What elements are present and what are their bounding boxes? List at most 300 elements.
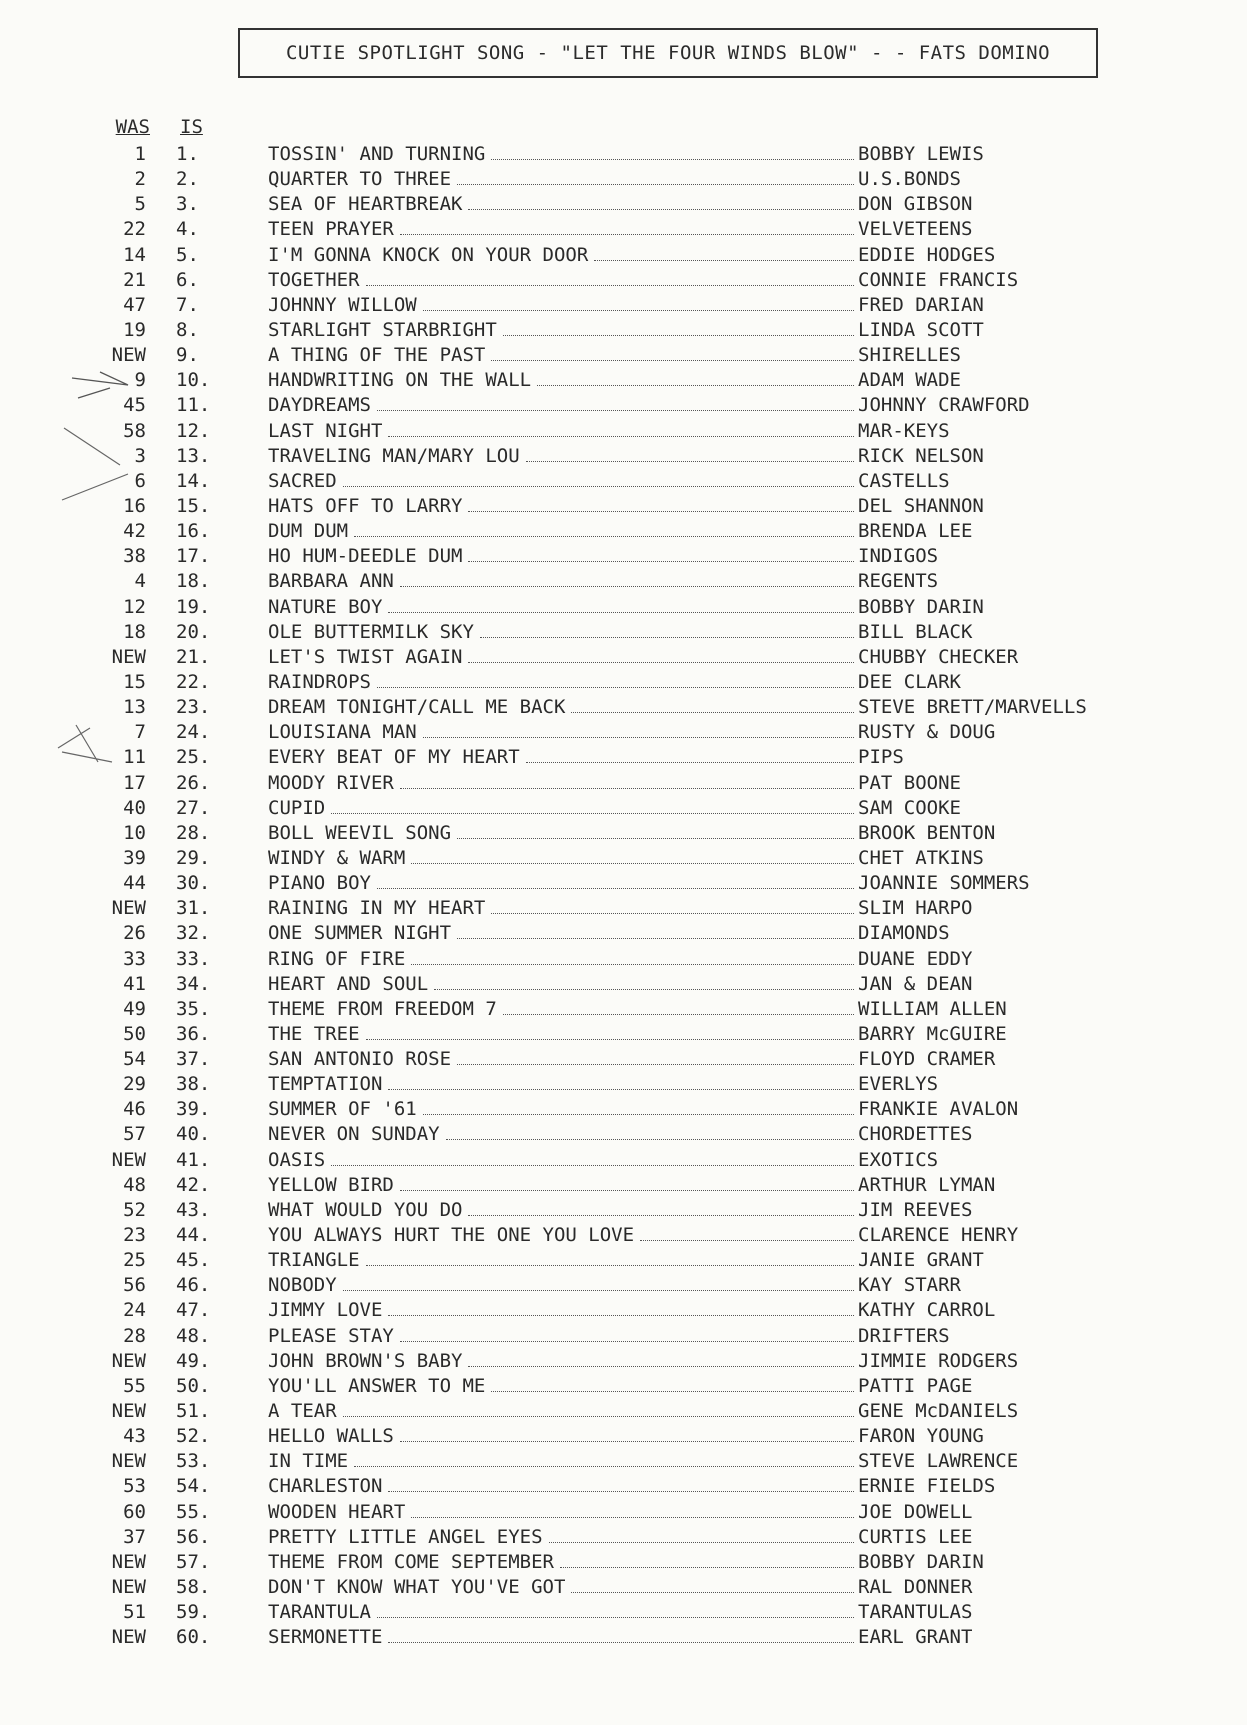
previous-rank: 58: [123, 419, 146, 442]
song-title: RAINING IN MY HEART: [268, 897, 486, 920]
song-row: [0, 1424, 1247, 1449]
previous-rank: 13: [123, 696, 146, 719]
dot-leader: [354, 522, 854, 537]
song-artist: CURTIS LEE: [858, 1525, 973, 1548]
song-artist: U.S.BONDS: [858, 168, 961, 191]
previous-rank: 50: [123, 1022, 146, 1045]
current-rank: 26.: [176, 771, 211, 794]
dot-leader: [400, 572, 854, 587]
current-rank: 56.: [176, 1525, 211, 1548]
previous-rank: 10: [123, 821, 146, 844]
song-artist: DON GIBSON: [858, 193, 973, 216]
song-row: [0, 771, 1247, 796]
song-artist: EVERLYS: [858, 1073, 939, 1096]
dot-leader: [411, 1503, 854, 1518]
dot-leader: [457, 824, 854, 839]
song-row: [0, 444, 1247, 469]
song-row: [0, 142, 1247, 167]
dot-leader: [480, 623, 854, 638]
song-artist: BOBBY DARIN: [858, 1550, 984, 1573]
current-rank: 29.: [176, 846, 211, 869]
previous-rank: 60: [123, 1500, 146, 1523]
song-title: TOGETHER: [268, 268, 360, 291]
song-title-cell: [268, 192, 856, 217]
song-title: RING OF FIRE: [268, 947, 406, 970]
song-row: [0, 796, 1247, 821]
song-row: [0, 1625, 1247, 1650]
song-title-cell: [268, 821, 856, 846]
song-artist: FLOYD CRAMER: [858, 1048, 996, 1071]
song-artist: PIPS: [858, 746, 904, 769]
current-rank: 2.: [176, 168, 199, 191]
dot-leader: [434, 975, 854, 990]
song-title: SUMMER OF '61: [268, 1098, 417, 1121]
current-rank: 37.: [176, 1048, 211, 1071]
song-title: YELLOW BIRD: [268, 1173, 394, 1196]
current-rank: 46.: [176, 1274, 211, 1297]
dot-leader: [571, 1578, 854, 1593]
song-row: [0, 670, 1247, 695]
song-title-cell: [268, 921, 856, 946]
song-title: WOODEN HEART: [268, 1500, 406, 1523]
song-title-cell: [268, 1500, 856, 1525]
song-row: [0, 1022, 1247, 1047]
dot-leader: [388, 1628, 854, 1643]
dot-leader: [423, 1100, 854, 1115]
current-rank: 34.: [176, 972, 211, 995]
current-rank: 50.: [176, 1374, 211, 1397]
song-title: CUPID: [268, 796, 326, 819]
current-rank: 27.: [176, 796, 211, 819]
song-artist: REGENTS: [858, 570, 939, 593]
current-rank: 7.: [176, 293, 199, 316]
song-title-cell: [268, 1198, 856, 1223]
song-artist: KATHY CARROL: [858, 1299, 996, 1322]
song-title-cell: [268, 393, 856, 418]
current-rank: 48.: [176, 1324, 211, 1347]
song-row: [0, 1097, 1247, 1122]
song-title: A TEAR: [268, 1400, 337, 1423]
dot-leader: [503, 1000, 854, 1015]
song-row: [0, 1248, 1247, 1273]
previous-rank: 17: [123, 771, 146, 794]
song-row: [0, 1324, 1247, 1349]
song-row: [0, 1399, 1247, 1424]
song-row: [0, 343, 1247, 368]
dot-leader: [400, 1327, 854, 1342]
song-row: [0, 1374, 1247, 1399]
previous-rank: 21: [123, 268, 146, 291]
song-row: [0, 846, 1247, 871]
dot-leader: [560, 1553, 854, 1568]
song-artist: RUSTY & DOUG: [858, 721, 996, 744]
dot-leader: [503, 321, 854, 336]
song-title: DREAM TONIGHT/CALL ME BACK: [268, 696, 566, 719]
song-title: WHAT WOULD YOU DO: [268, 1198, 463, 1221]
current-rank: 44.: [176, 1224, 211, 1247]
song-title: SEA OF HEARTBREAK: [268, 193, 463, 216]
song-artist: EARL GRANT: [858, 1626, 973, 1649]
previous-rank: 48: [123, 1173, 146, 1196]
song-title-cell: [268, 846, 856, 871]
song-artist: RAL DONNER: [858, 1576, 973, 1599]
song-artist: ARTHUR LYMAN: [858, 1173, 996, 1196]
dot-leader: [377, 1603, 854, 1618]
current-rank: 5.: [176, 243, 199, 266]
song-row: [0, 620, 1247, 645]
dot-leader: [366, 1025, 854, 1040]
current-rank: 1.: [176, 143, 199, 165]
dot-leader: [537, 371, 854, 386]
song-artist: RICK NELSON: [858, 444, 984, 467]
song-title: ONE SUMMER NIGHT: [268, 922, 452, 945]
song-title-cell: [268, 670, 856, 695]
current-rank: 10.: [176, 369, 211, 392]
song-title-cell: [268, 318, 856, 343]
previous-rank: 18: [123, 620, 146, 643]
current-rank: 20.: [176, 620, 211, 643]
song-title-cell: [268, 1474, 856, 1499]
song-title: TRIANGLE: [268, 1249, 360, 1272]
song-artist: DUANE EDDY: [858, 947, 973, 970]
song-row: [0, 469, 1247, 494]
current-rank: 43.: [176, 1198, 211, 1221]
current-rank: 25.: [176, 746, 211, 769]
previous-rank: NEW: [111, 645, 146, 668]
song-title: LAST NIGHT: [268, 419, 383, 442]
dot-leader: [388, 422, 854, 437]
previous-rank: 46: [123, 1098, 146, 1121]
current-rank: 23.: [176, 696, 211, 719]
previous-rank: 11: [123, 746, 146, 769]
current-rank: 45.: [176, 1249, 211, 1272]
song-artist: JOANNIE SOMMERS: [858, 872, 1030, 895]
song-title-cell: [268, 1097, 856, 1122]
current-rank: 42.: [176, 1173, 211, 1196]
dot-leader: [411, 950, 854, 965]
previous-rank: 41: [123, 972, 146, 995]
song-title-cell: [268, 1625, 856, 1650]
song-row: [0, 896, 1247, 921]
song-row: [0, 720, 1247, 745]
song-title-cell: [268, 1022, 856, 1047]
current-rank: 13.: [176, 444, 211, 467]
dot-leader: [388, 598, 854, 613]
song-title-cell: [268, 343, 856, 368]
song-title: A THING OF THE PAST: [268, 344, 486, 367]
song-row: [0, 645, 1247, 670]
dot-leader: [491, 899, 854, 914]
song-title: BARBARA ANN: [268, 570, 394, 593]
current-rank: 36.: [176, 1022, 211, 1045]
song-title-cell: [268, 368, 856, 393]
dot-leader: [423, 296, 854, 311]
previous-rank: 3: [134, 444, 146, 467]
song-title: TEEN PRAYER: [268, 218, 394, 241]
song-title: THEME FROM FREEDOM 7: [268, 997, 497, 1020]
current-rank: 41.: [176, 1148, 211, 1171]
dot-leader: [400, 220, 854, 235]
previous-rank: 42: [123, 520, 146, 543]
song-title: OASIS: [268, 1148, 326, 1171]
song-row: [0, 1122, 1247, 1147]
current-rank: 57.: [176, 1550, 211, 1573]
dot-leader: [468, 648, 854, 663]
dot-leader: [468, 1201, 854, 1216]
dot-leader: [343, 1276, 854, 1291]
song-title-cell: [268, 1575, 856, 1600]
song-artist: PATTI PAGE: [858, 1374, 973, 1397]
song-row: [0, 1474, 1247, 1499]
dot-leader: [423, 723, 854, 738]
previous-rank: 5: [134, 193, 146, 216]
dot-leader: [571, 698, 854, 713]
song-row: [0, 268, 1247, 293]
song-title-cell: [268, 519, 856, 544]
song-row: [0, 167, 1247, 192]
current-rank: 4.: [176, 218, 199, 241]
song-artist: FRANKIE AVALON: [858, 1098, 1019, 1121]
song-title-cell: [268, 1449, 856, 1474]
current-rank: 21.: [176, 645, 211, 668]
dot-leader: [366, 271, 854, 286]
current-rank: 55.: [176, 1500, 211, 1523]
previous-rank: NEW: [111, 1148, 146, 1171]
dot-leader: [343, 472, 854, 487]
song-title-cell: [268, 972, 856, 997]
dot-leader: [400, 774, 854, 789]
song-artist: EXOTICS: [858, 1148, 939, 1171]
song-row: [0, 595, 1247, 620]
song-artist: SHIRELLES: [858, 344, 961, 367]
song-row: [0, 1298, 1247, 1323]
song-artist: LINDA SCOTT: [858, 318, 984, 341]
song-artist: BOBBY DARIN: [858, 595, 984, 618]
song-artist: CONNIE FRANCIS: [858, 268, 1019, 291]
song-title-cell: [268, 469, 856, 494]
current-rank: 33.: [176, 947, 211, 970]
dot-leader: [400, 1176, 854, 1191]
previous-rank: 14: [123, 243, 146, 266]
song-title: BOLL WEEVIL SONG: [268, 821, 452, 844]
song-artist: DRIFTERS: [858, 1324, 950, 1347]
previous-rank: 19: [123, 318, 146, 341]
previous-rank: 38: [123, 545, 146, 568]
is-column-header: IS: [180, 116, 203, 138]
song-row: [0, 1500, 1247, 1525]
song-row: [0, 1550, 1247, 1575]
song-row: [0, 544, 1247, 569]
song-title: DAYDREAMS: [268, 394, 371, 417]
current-rank: 11.: [176, 394, 211, 417]
song-artist: CHUBBY CHECKER: [858, 645, 1019, 668]
previous-rank: 44: [123, 872, 146, 895]
dot-leader: [411, 849, 854, 864]
column-headers: [0, 116, 1247, 140]
song-artist: FRED DARIAN: [858, 293, 984, 316]
dot-leader: [388, 1075, 854, 1090]
dot-leader: [457, 1050, 854, 1065]
song-title-cell: [268, 268, 856, 293]
current-rank: 8.: [176, 318, 199, 341]
song-title: HANDWRITING ON THE WALL: [268, 369, 532, 392]
previous-rank: 39: [123, 846, 146, 869]
dot-leader: [354, 1452, 854, 1467]
song-row: [0, 1449, 1247, 1474]
dot-leader: [491, 346, 854, 361]
dot-leader: [377, 874, 854, 889]
song-artist: SAM COOKE: [858, 796, 961, 819]
song-row: [0, 1223, 1247, 1248]
dot-leader: [366, 1251, 854, 1266]
song-row: [0, 1575, 1247, 1600]
song-title-cell: [268, 569, 856, 594]
previous-rank: 55: [123, 1374, 146, 1397]
song-row: [0, 519, 1247, 544]
previous-rank: 57: [123, 1123, 146, 1146]
current-rank: 3.: [176, 193, 199, 216]
previous-rank: 47: [123, 293, 146, 316]
song-title: SERMONETTE: [268, 1626, 383, 1649]
song-artist: BILL BLACK: [858, 620, 973, 643]
current-rank: 28.: [176, 821, 211, 844]
current-rank: 24.: [176, 721, 211, 744]
current-rank: 22.: [176, 670, 211, 693]
song-title-cell: [268, 1047, 856, 1072]
song-title: RAINDROPS: [268, 670, 371, 693]
song-artist: JOHNNY CRAWFORD: [858, 394, 1030, 417]
song-title-cell: [268, 243, 856, 268]
song-title-cell: [268, 1424, 856, 1449]
current-rank: 31.: [176, 897, 211, 920]
song-title: HATS OFF TO LARRY: [268, 494, 463, 517]
previous-rank: NEW: [111, 344, 146, 367]
song-title-cell: [268, 142, 856, 167]
current-rank: 9.: [176, 344, 199, 367]
previous-rank: 23: [123, 1224, 146, 1247]
song-row: [0, 494, 1247, 519]
previous-rank: NEW: [111, 897, 146, 920]
song-list: [0, 142, 1247, 1650]
current-rank: 35.: [176, 997, 211, 1020]
previous-rank: 45: [123, 394, 146, 417]
song-title-cell: [268, 645, 856, 670]
song-title: YOU'LL ANSWER TO ME: [268, 1374, 486, 1397]
song-row: [0, 921, 1247, 946]
previous-rank: 4: [134, 570, 146, 593]
song-artist: ADAM WADE: [858, 369, 961, 392]
spotlight-header-text: CUTIE SPOTLIGHT SONG - "LET THE FOUR WINDS BLOW" - - FATS DOMINO: [285, 42, 1051, 64]
song-title: STARLIGHT STARBRIGHT: [268, 318, 497, 341]
song-title: TEMPTATION: [268, 1073, 383, 1096]
song-title: NOBODY: [268, 1274, 337, 1297]
song-title-cell: [268, 444, 856, 469]
previous-rank: NEW: [111, 1349, 146, 1372]
song-title: JOHN BROWN'S BABY: [268, 1349, 463, 1372]
song-title-cell: [268, 1248, 856, 1273]
current-rank: 51.: [176, 1400, 211, 1423]
previous-rank: 37: [123, 1525, 146, 1548]
song-artist: DEL SHANNON: [858, 494, 984, 517]
dot-leader: [457, 170, 854, 185]
song-artist: VELVETEENS: [858, 218, 973, 241]
previous-rank: 16: [123, 494, 146, 517]
previous-rank: 43: [123, 1425, 146, 1448]
dot-leader: [640, 1226, 854, 1241]
song-row: [0, 217, 1247, 242]
song-artist: JIMMIE RODGERS: [858, 1349, 1019, 1372]
current-rank: 32.: [176, 922, 211, 945]
song-title: LET'S TWIST AGAIN: [268, 645, 463, 668]
song-artist: GENE McDANIELS: [858, 1400, 1019, 1423]
song-artist: BARRY McGUIRE: [858, 1022, 1007, 1045]
song-row: [0, 1273, 1247, 1298]
song-artist: DIAMONDS: [858, 922, 950, 945]
song-row: [0, 695, 1247, 720]
current-rank: 53.: [176, 1450, 211, 1473]
song-title: QUARTER TO THREE: [268, 168, 452, 191]
current-rank: 47.: [176, 1299, 211, 1322]
song-row: [0, 1198, 1247, 1223]
song-row: [0, 192, 1247, 217]
song-artist: JOE DOWELL: [858, 1500, 973, 1523]
previous-rank: 51: [123, 1601, 146, 1624]
song-title-cell: [268, 620, 856, 645]
current-rank: 14.: [176, 469, 211, 492]
song-title: I'M GONNA KNOCK ON YOUR DOOR: [268, 243, 589, 266]
song-title: EVERY BEAT OF MY HEART: [268, 746, 520, 769]
song-title-cell: [268, 595, 856, 620]
song-row: [0, 419, 1247, 444]
song-row: [0, 243, 1247, 268]
song-title-cell: [268, 1374, 856, 1399]
dot-leader: [468, 1352, 854, 1367]
song-title-cell: [268, 1600, 856, 1625]
dot-leader: [343, 1402, 854, 1417]
dot-leader: [457, 924, 854, 939]
previous-rank: 12: [123, 595, 146, 618]
song-title: NEVER ON SUNDAY: [268, 1123, 440, 1146]
song-title: DON'T KNOW WHAT YOU'VE GOT: [268, 1576, 566, 1599]
current-rank: 38.: [176, 1073, 211, 1096]
current-rank: 15.: [176, 494, 211, 517]
song-artist: JAN & DEAN: [858, 972, 973, 995]
song-row: [0, 569, 1247, 594]
song-title: TOSSIN' AND TURNING: [268, 143, 486, 165]
previous-rank: 26: [123, 922, 146, 945]
song-title: TARANTULA: [268, 1601, 371, 1624]
song-title-cell: [268, 293, 856, 318]
song-title: HELLO WALLS: [268, 1425, 394, 1448]
song-artist: ERNIE FIELDS: [858, 1475, 996, 1498]
song-title: LOUISIANA MAN: [268, 721, 417, 744]
song-title-cell: [268, 494, 856, 519]
song-artist: FARON YOUNG: [858, 1425, 984, 1448]
song-row: [0, 368, 1247, 393]
song-title-cell: [268, 167, 856, 192]
song-artist: WILLIAM ALLEN: [858, 997, 1007, 1020]
song-title-cell: [268, 771, 856, 796]
song-title-cell: [268, 896, 856, 921]
song-row: [0, 393, 1247, 418]
song-title: YOU ALWAYS HURT THE ONE YOU LOVE: [268, 1224, 635, 1247]
dot-leader: [377, 673, 854, 688]
was-column-header: WAS: [115, 116, 150, 138]
song-title: TRAVELING MAN/MARY LOU: [268, 444, 520, 467]
previous-rank: NEW: [111, 1550, 146, 1573]
previous-rank: 7: [134, 721, 146, 744]
song-title-cell: [268, 1525, 856, 1550]
